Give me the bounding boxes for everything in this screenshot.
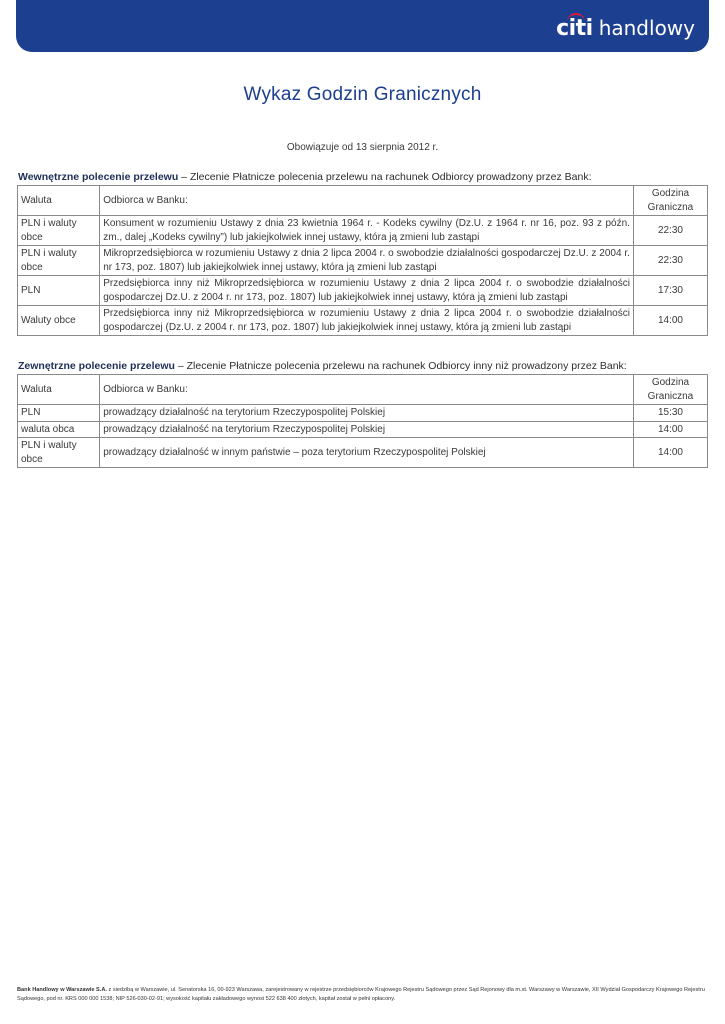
- external-transfer-label: Zewnętrzne polecenie przelewu: [18, 360, 175, 372]
- internal-transfer-heading: [18, 171, 592, 183]
- table-row: [18, 216, 708, 246]
- cell-waluta: Waluty obce: [18, 306, 100, 336]
- citi-handlowy-logo: [556, 18, 695, 40]
- footer-legal-notice: [17, 986, 709, 1004]
- cell-godzina: 15:30: [633, 405, 707, 422]
- external-transfer-description: – Zlecenie Płatnicze polecenia przelewu na rachunek Odbiorcy inny niż prowadzony przez Bank:: [174, 360, 627, 372]
- header-banner: [16, 0, 709, 52]
- internal-transfer-table: [17, 185, 708, 336]
- internal-transfer-label: Wewnętrzne polecenie przelewu: [18, 171, 179, 183]
- cell-godzina: 17:30: [633, 276, 707, 306]
- table-header-row: [18, 375, 708, 405]
- cell-odbiorca: prowadzący działalność na terytorium Rzeczypospolitej Polskiej: [100, 421, 634, 438]
- cell-godzina: 14:00: [633, 438, 707, 468]
- logo-arc-icon: [567, 13, 585, 23]
- cell-waluta: waluta obca: [18, 421, 100, 438]
- column-header-godzina: Godzina Graniczna: [633, 186, 707, 216]
- table-row: [18, 246, 708, 276]
- cell-odbiorca: Konsument w rozumieniu Ustawy z dnia 23 kwietnia 1964 r. - Kodeks cywilny (Dz.U. z 1964 r. nr 16, poz. 93 z późn. zm., dalej „Kodeks cywilny”) lub jakiejkolwiek innej ustawy, która ją zmieni lub zastąpi: [100, 216, 634, 246]
- cell-waluta: PLN i waluty obce: [18, 216, 100, 246]
- footer-legal-text: z siedzibą w Warszawie, ul. Senatorska 16, 00-923 Warszawa, zarejestrowany w rejestrze przedsiębiorców Krajowego Rejestru Sądowego przez Sąd Rejonowy dla m.st. Warszawy w Warszawie, XII Wydział Gospodarczy Krajowego Rejestru Sądowego, pod nr. KRS 000 000 1538; NIP 526-030-02-91; wysokość kapitału zakładowego wynosi 522 638 400 złotych, kapitał został w pełni opłacony.: [17, 987, 705, 1002]
- column-header-odbiorca: Odbiorca w Banku:: [100, 186, 634, 216]
- cell-odbiorca: Przedsiębiorca inny niż Mikroprzedsiębiorca w rozumieniu Ustawy z dnia 2 lipca 2004 r. o swobodzie działalności gospodarczej (Dz.U. z 2004 r. nr 173, poz. 1807) lub jakiejkolwiek innej ustawy, która ją zmieni lub zastąpi: [100, 306, 634, 336]
- cell-odbiorca: prowadzący działalność w innym państwie – poza terytorium Rzeczypospolitej Polskiej: [100, 438, 634, 468]
- effective-date: Obowiązuje od 13 sierpnia 2012 r.: [286, 142, 439, 153]
- table-row: [18, 421, 708, 438]
- cell-waluta: PLN i waluty obce: [18, 438, 100, 468]
- column-header-waluta: Waluta: [18, 375, 100, 405]
- table-row: [18, 438, 708, 468]
- external-transfer-heading: [18, 360, 627, 372]
- internal-transfer-description: – Zlecenie Płatnicze polecenia przelewu na rachunek Odbiorcy prowadzony przez Bank:: [178, 171, 592, 183]
- cell-waluta: PLN: [18, 276, 100, 306]
- table-row: [18, 306, 708, 336]
- cell-godzina: 22:30: [633, 216, 707, 246]
- external-transfer-table: [17, 374, 708, 468]
- column-header-godzina: Godzina Graniczna: [633, 375, 707, 405]
- table-row: [18, 276, 708, 306]
- cell-godzina: 14:00: [633, 306, 707, 336]
- cell-godzina: 22:30: [633, 246, 707, 276]
- page-title: Wykaz Godzin Granicznych: [243, 84, 482, 105]
- cell-waluta: PLN i waluty obce: [18, 246, 100, 276]
- logo-handlowy-wordmark: handlowy: [598, 16, 695, 40]
- cell-odbiorca: prowadzący działalność na terytorium Rzeczypospolitej Polskiej: [100, 405, 634, 422]
- logo-citi-wordmark: citi: [556, 18, 593, 40]
- table-header-row: [18, 186, 708, 216]
- column-header-odbiorca: Odbiorca w Banku:: [100, 375, 634, 405]
- cell-godzina: 14:00: [633, 421, 707, 438]
- column-header-waluta: Waluta: [18, 186, 100, 216]
- cell-waluta: PLN: [18, 405, 100, 422]
- cell-odbiorca: Mikroprzedsiębiorca w rozumieniu Ustawy z dnia 2 lipca 2004 r. o swobodzie działalności gospodarczej Dz.U. z 2004 r. nr 173, poz. 1807) lub jakiejkolwiek innej ustawy, która ją zmieni lub zastąpi: [100, 246, 634, 276]
- footer-company-name: Bank Handlowy w Warszawie S.A.: [17, 987, 107, 993]
- table-row: [18, 405, 708, 422]
- cell-odbiorca: Przedsiębiorca inny niż Mikroprzedsiębiorca w rozumieniu Ustawy z dnia 2 lipca 2004 r. o swobodzie działalności gospodarczej Dz.U. z 2004 r. nr 173, poz. 1807) lub jakiejkolwiek innej ustawy, która ją zmieni lub zastąpi: [100, 276, 634, 306]
